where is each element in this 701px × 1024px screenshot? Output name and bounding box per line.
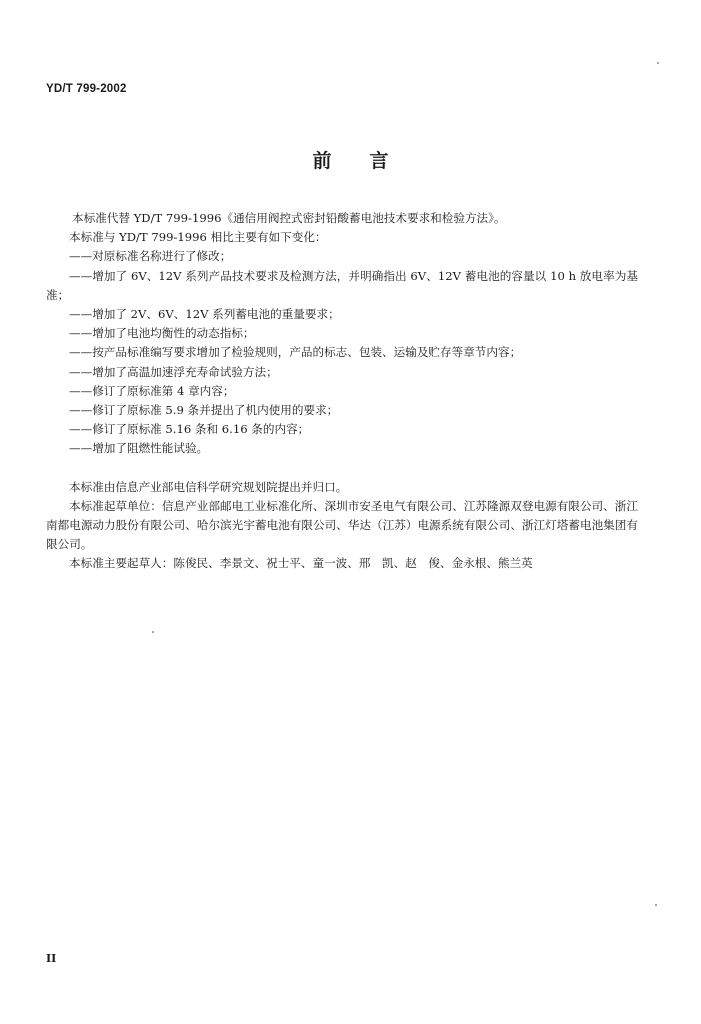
scan-speck (152, 631, 154, 633)
scan-speck (657, 62, 659, 64)
list-item: ——修订了原标准 5.16 条和 6.16 条的内容； (69, 422, 310, 437)
list-item: ——增加了 2V、6V、12V 系列蓄电池的重量要求； (69, 307, 340, 322)
page-title (0, 146, 701, 173)
paragraph: 本标准由信息产业部电信科学研究规划院提出并归口。 (69, 479, 348, 494)
list-item: ——增加了高温加速浮充寿命试验方法； (69, 364, 278, 379)
list-item: ——对原标准名称进行了修改； (69, 249, 232, 264)
standard-code: YD/T 799-2002 (46, 83, 127, 95)
list-item: ——修订了原标准 5.9 条并提出了机内使用的要求； (69, 403, 339, 418)
title-char-2: 言 (369, 150, 389, 172)
paragraph: 本标准代替 YD/T 799-1996《通信用阀控式密封铅酸蓄电池技术要求和检验方法》。 (72, 211, 506, 225)
list-item: ——增加了阻燃性能试验。 (69, 441, 209, 456)
document-body (46, 209, 638, 574)
list-item: ——修订了原标准第 4 章内容； (69, 383, 235, 398)
list-item: ——增加了 6V、12V 系列产品技术要求及检测方法，并明确指出 6V、12V 蓄电池的容量以 10 h 放电率为基准； (46, 268, 638, 302)
title-char-1: 前 (312, 150, 332, 172)
page-number: II (46, 952, 57, 965)
list-item: ——增加了电池均衡性的动态指标； (69, 326, 255, 341)
list-item: ——按产品标准编写要求增加了检验规则，产品的标志、包装、运输及贮存等章节内容； (69, 345, 522, 360)
paragraph: 本标准主要起草人：陈俊民、李景文、祝士平、童一波、邢 凯、赵 俊、金永根、熊兰英 (69, 556, 533, 571)
paragraph: 本标准起草单位：信息产业部邮电工业标准化所、深圳市安圣电气有限公司、江苏隆源双登电源有限公司、浙江南都电源动力股份有限公司、哈尔滨光宇蓄电池有限公司、华达（江苏）电源系统有限公司、浙江灯塔蓄电池集团有限公司。 (46, 498, 638, 552)
paragraph: 本标准与 YD/T 799-1996 相比主要有如下变化： (69, 230, 327, 245)
paragraph-spacer (46, 459, 638, 478)
scan-speck (655, 904, 657, 906)
